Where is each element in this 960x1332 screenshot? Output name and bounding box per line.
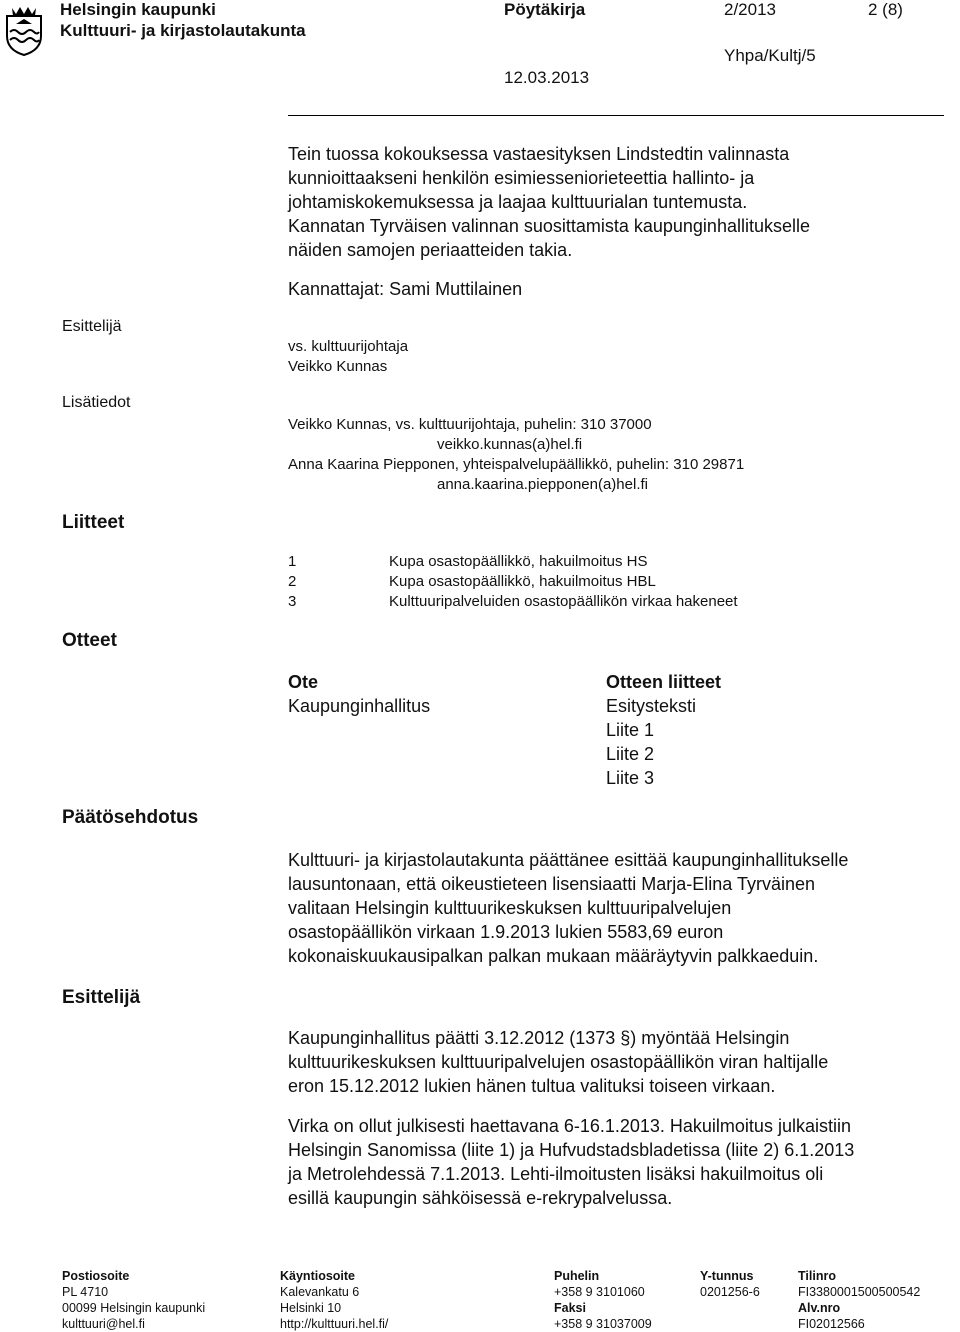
label-liitteet: Liitteet xyxy=(62,512,125,533)
contact-info xyxy=(288,415,744,495)
text-line: Kulttuuri- ja kirjastolautakunta päättänee esittää kaupunginhallitukselle xyxy=(288,850,849,870)
header-board: Kulttuuri- ja kirjastolautakunta xyxy=(60,21,306,40)
extract-attachment: Liite 3 xyxy=(606,768,655,788)
footer-phone: Puhelin +358 9 3101060 Faksi +358 9 31037009 xyxy=(554,1269,652,1331)
attachments-list xyxy=(288,552,738,612)
text-line: eron 15.12.2012 lukien hänen tultua valituksi toiseen virkaan. xyxy=(288,1076,776,1096)
footer-email-link[interactable]: kulttuuri@hel.fi xyxy=(62,1317,145,1331)
list-item: 1 Kupa osastopäällikkö, hakuilmoitus HS xyxy=(288,553,648,570)
decision-proposal-paragraph xyxy=(288,848,848,968)
text-line: johtamiskokemuksessa ja laajaa kulttuurialan tuntemusta. xyxy=(288,192,748,212)
text-line: esillä kaupungin sähköisessä e-rekrypalvelussa. xyxy=(288,1188,673,1208)
extracts-col-2 xyxy=(606,670,721,790)
footer-postal: Postiosoite PL 4710 00099 Helsingin kaupunki kulttuuri@hel.fi xyxy=(62,1269,206,1331)
text-line: kulttuurikeskuksen kulttuuripalvelujen osastopäällikön viran haltijalle xyxy=(288,1052,829,1072)
presentation-paragraph-1 xyxy=(288,1026,828,1098)
extract-recipient: Kaupunginhallitus xyxy=(288,696,431,716)
list-item: 3 Kulttuuripalveluiden osastopäällikön virkaa hakeneet xyxy=(288,593,738,610)
extracts-col-2-title: Otteen liitteet xyxy=(606,672,722,692)
text-line: osastopäällikön virkaan 1.9.2013 lukien 5583,69 euron xyxy=(288,922,724,942)
text-line: Helsingin Sanomissa (liite 1) ja Hufvudstadsbladetissa (liite 2) 6.1.2013 xyxy=(288,1140,855,1160)
footer-website-link[interactable]: http://kulttuuri.hel.fi/ xyxy=(280,1317,389,1331)
label-otteet: Otteet xyxy=(62,630,117,651)
extract-attachment: Liite 1 xyxy=(606,720,655,740)
presenter-title: vs. kulttuurijohtaja xyxy=(288,338,409,355)
text-line: Tein tuossa kokouksessa vastaesityksen Lindstedtin valinnasta xyxy=(288,144,790,164)
text-line: Kannatan Tyrväisen valinnan suosittamista kaupunginhallitukselle xyxy=(288,216,810,236)
header-doc-number: 2/2013 xyxy=(724,0,776,19)
label-lisatiedot: Lisätiedot xyxy=(62,394,131,411)
header-divider xyxy=(288,115,944,116)
presentation-paragraph-2 xyxy=(288,1114,854,1210)
label-esittelija: Esittelijä xyxy=(62,318,122,335)
contact-1-email: veikko.kunnas(a)hel.fi xyxy=(437,436,583,453)
text-line: Kaupunginhallitus päätti 3.12.2012 (1373 §) myöntää Helsingin xyxy=(288,1028,790,1048)
extracts-col-1 xyxy=(288,670,430,718)
contact-2-email: anna.kaarina.piepponen(a)hel.fi xyxy=(437,476,648,493)
header-page: 2 (8) xyxy=(868,0,903,19)
footer-ytunnus: Y-tunnus 0201256-6 xyxy=(700,1269,760,1299)
extract-attachment: Liite 2 xyxy=(606,744,655,764)
header-city: Helsingin kaupunki xyxy=(60,0,216,19)
extracts-col-1-title: Ote xyxy=(288,672,319,692)
footer-bank: Tilinro FI3380001500500542 Alv.nro FI02012566 xyxy=(798,1269,921,1331)
counter-proposal-paragraph xyxy=(288,142,810,262)
footer-visit: Käyntiosoite Kalevankatu 6 Helsinki 10 http://kulttuuri.hel.fi/ xyxy=(280,1269,389,1331)
list-item: 2 Kupa osastopäällikkö, hakuilmoitus HBL xyxy=(288,573,656,590)
text-line: lausuntonaan, että oikeustieteen lisensiaatti Marja-Elina Tyrväinen xyxy=(288,874,815,894)
presenter-name: Veikko Kunnas xyxy=(288,358,388,375)
label-paatosehdotus: Päätösehdotus xyxy=(62,807,199,828)
label-esittelija-2: Esittelijä xyxy=(62,987,141,1008)
helsinki-crest-logo xyxy=(4,2,44,56)
text-line: näiden samojen periaatteiden takia. xyxy=(288,240,573,260)
text-line: ja Metrolehdessä 7.1.2013. Lehti-ilmoitusten lisäksi hakuilmoitus oli xyxy=(288,1164,824,1184)
presenter-block xyxy=(288,337,408,377)
header-date: 12.03.2013 xyxy=(504,68,590,87)
supporters-line: Kannattajat: Sami Muttilainen xyxy=(288,279,523,299)
header-doc-type: Pöytäkirja xyxy=(504,0,586,19)
contact-2: Anna Kaarina Piepponen, yhteispalvelupäällikkö, puhelin: 310 29871 xyxy=(288,456,745,473)
text-line: kokonaiskuukausipalkan palkan mukaan määräytyvin palkkaeduin. xyxy=(288,946,819,966)
header-reference: Yhpa/Kultj/5 xyxy=(724,46,816,65)
text-line: valitaan Helsingin kulttuurikeskuksen kulttuuripalvelujen xyxy=(288,898,732,918)
extract-attachment: Esitysteksti xyxy=(606,696,697,716)
text-line: Virka on ollut julkisesti haettavana 6-16.1.2013. Hakuilmoitus julkaistiin xyxy=(288,1116,851,1136)
contact-1: Veikko Kunnas, vs. kulttuurijohtaja, puhelin: 310 37000 xyxy=(288,416,652,433)
text-line: kunnioittaakseni henkilön esimiesseniorieteettia hallinto- ja xyxy=(288,168,755,188)
